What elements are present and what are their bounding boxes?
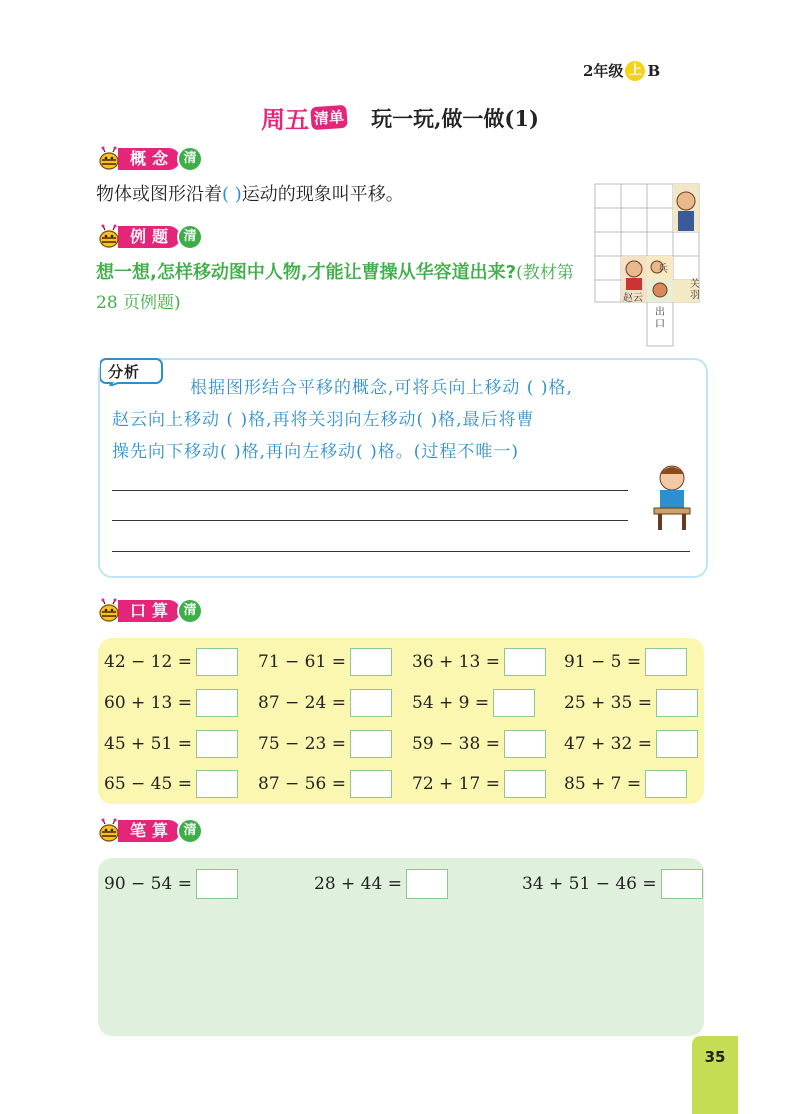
concept-before: 物体或图形沿着 <box>96 184 222 205</box>
answer-box[interactable] <box>645 648 687 676</box>
oral-expr: 36 + 13 = <box>412 652 500 672</box>
oral-expr: 72 + 17 = <box>412 774 500 794</box>
qing-icon: 清 <box>177 598 203 624</box>
written-expr: 28 + 44 = <box>314 874 402 894</box>
oral-item <box>258 728 392 760</box>
oral-expr: 42 − 12 = <box>104 652 192 672</box>
answer-line[interactable] <box>112 551 690 552</box>
answer-box[interactable] <box>196 770 238 798</box>
oral-item <box>412 728 546 760</box>
oral-item <box>104 728 238 760</box>
answer-box[interactable] <box>493 689 535 717</box>
oral-item <box>104 646 238 678</box>
oral-item <box>258 768 392 800</box>
puzzle-label-guanyu: 关羽 <box>690 279 700 301</box>
answer-box[interactable] <box>406 869 448 899</box>
qingdan-badge: 清单 <box>310 105 348 130</box>
example-question-text: 想一想,怎样移动图中人物,才能让曹操从华容道出来? <box>96 262 517 283</box>
bee-icon <box>96 598 122 624</box>
written-item <box>314 868 448 900</box>
example-reference: (教材第 28 页例题) <box>96 263 574 313</box>
answer-box[interactable] <box>504 770 546 798</box>
analysis-line-2: 赵云向上移动 ( )格,再将关羽向左移动( )格,最后将曹 <box>112 410 535 430</box>
oral-expr: 71 − 61 = <box>258 652 346 672</box>
answer-line[interactable] <box>112 490 628 491</box>
answer-box[interactable] <box>645 770 687 798</box>
section-title-concept: 概念 <box>118 148 180 170</box>
puzzle-label-zhaoyun: 赵云 <box>623 293 643 304</box>
answer-box[interactable] <box>504 648 546 676</box>
bee-icon <box>96 818 122 844</box>
puzzle-label-bing: 兵 <box>658 264 668 275</box>
answer-box[interactable] <box>196 869 238 899</box>
grade-label <box>583 60 660 81</box>
answer-box[interactable] <box>350 689 392 717</box>
oral-expr: 47 + 32 = <box>564 734 652 754</box>
answer-box[interactable] <box>196 648 238 676</box>
example-question <box>96 258 576 318</box>
oral-item <box>412 646 546 678</box>
written-expr: 34 + 51 − 46 = <box>522 874 657 894</box>
oral-item <box>564 687 698 719</box>
grade-suffix: B <box>647 61 661 80</box>
oral-expr: 45 + 51 = <box>104 734 192 754</box>
puzzle-label-exit: 出口 <box>655 307 665 330</box>
section-badge-written <box>96 818 203 844</box>
written-item <box>104 868 238 900</box>
oral-item <box>258 646 392 678</box>
bee-icon <box>96 146 122 172</box>
oral-item <box>258 687 392 719</box>
written-expr: 90 − 54 = <box>104 874 192 894</box>
oral-expr: 87 − 56 = <box>258 774 346 794</box>
written-item <box>522 868 703 900</box>
concept-text <box>96 180 404 206</box>
section-title-example: 例题 <box>118 226 180 248</box>
analysis-line-1: 根据图形结合平移的概念,可将兵向上移动 ( )格, <box>190 378 573 398</box>
analysis-tag-label: 分析 <box>108 363 141 381</box>
page-tab-strip <box>692 1078 738 1114</box>
oral-expr: 54 + 9 = <box>412 693 490 713</box>
qing-icon: 清 <box>177 818 203 844</box>
grade-prefix: 2年级 <box>583 62 624 80</box>
oral-item <box>104 687 238 719</box>
page-number: 35 <box>692 1036 738 1078</box>
answer-line[interactable] <box>112 520 628 521</box>
answer-box[interactable] <box>350 730 392 758</box>
answer-box[interactable] <box>504 730 546 758</box>
oral-expr: 85 + 7 = <box>564 774 642 794</box>
answer-box[interactable] <box>350 648 392 676</box>
bee-icon <box>96 224 122 250</box>
concept-blank[interactable]: ( ) <box>222 184 242 205</box>
page-title <box>0 100 800 135</box>
oral-item <box>412 768 546 800</box>
answer-box[interactable] <box>196 730 238 758</box>
oral-calc-panel <box>98 638 704 804</box>
answer-box[interactable] <box>656 730 698 758</box>
section-title-oral: 口算 <box>118 600 180 622</box>
oral-expr: 87 − 24 = <box>258 693 346 713</box>
day-label: 周五 <box>261 106 310 134</box>
analysis-line-3: 操先向下移动( )格,再向左移动( )格。(过程不唯一) <box>112 442 520 462</box>
section-title-written: 笔算 <box>118 820 180 842</box>
huarongdao-puzzle <box>593 183 705 348</box>
oral-expr: 25 + 35 = <box>564 693 652 713</box>
oral-expr: 75 − 23 = <box>258 734 346 754</box>
qing-icon: 清 <box>177 146 203 172</box>
oral-item <box>564 728 698 760</box>
answer-box[interactable] <box>350 770 392 798</box>
section-badge-oral <box>96 598 203 624</box>
answer-box[interactable] <box>656 689 698 717</box>
oral-item <box>412 687 535 719</box>
oral-item <box>564 646 687 678</box>
qing-icon: 清 <box>177 224 203 250</box>
oral-expr: 65 − 45 = <box>104 774 192 794</box>
written-calc-panel <box>98 858 704 1036</box>
lesson-title: 玩一玩,做一做(1) <box>371 105 539 131</box>
student-illustration <box>650 462 694 536</box>
section-badge-concept <box>96 146 203 172</box>
oral-expr: 60 + 13 = <box>104 693 192 713</box>
oral-expr: 59 − 38 = <box>412 734 500 754</box>
answer-box[interactable] <box>196 689 238 717</box>
answer-box[interactable] <box>661 869 703 899</box>
analysis-text <box>112 372 698 468</box>
concept-after: 运动的现象叫平移。 <box>241 184 404 205</box>
grade-mark-badge: 上 <box>625 61 645 81</box>
oral-item <box>104 768 238 800</box>
oral-item <box>564 768 687 800</box>
section-badge-example <box>96 224 203 250</box>
oral-expr: 91 − 5 = <box>564 652 642 672</box>
